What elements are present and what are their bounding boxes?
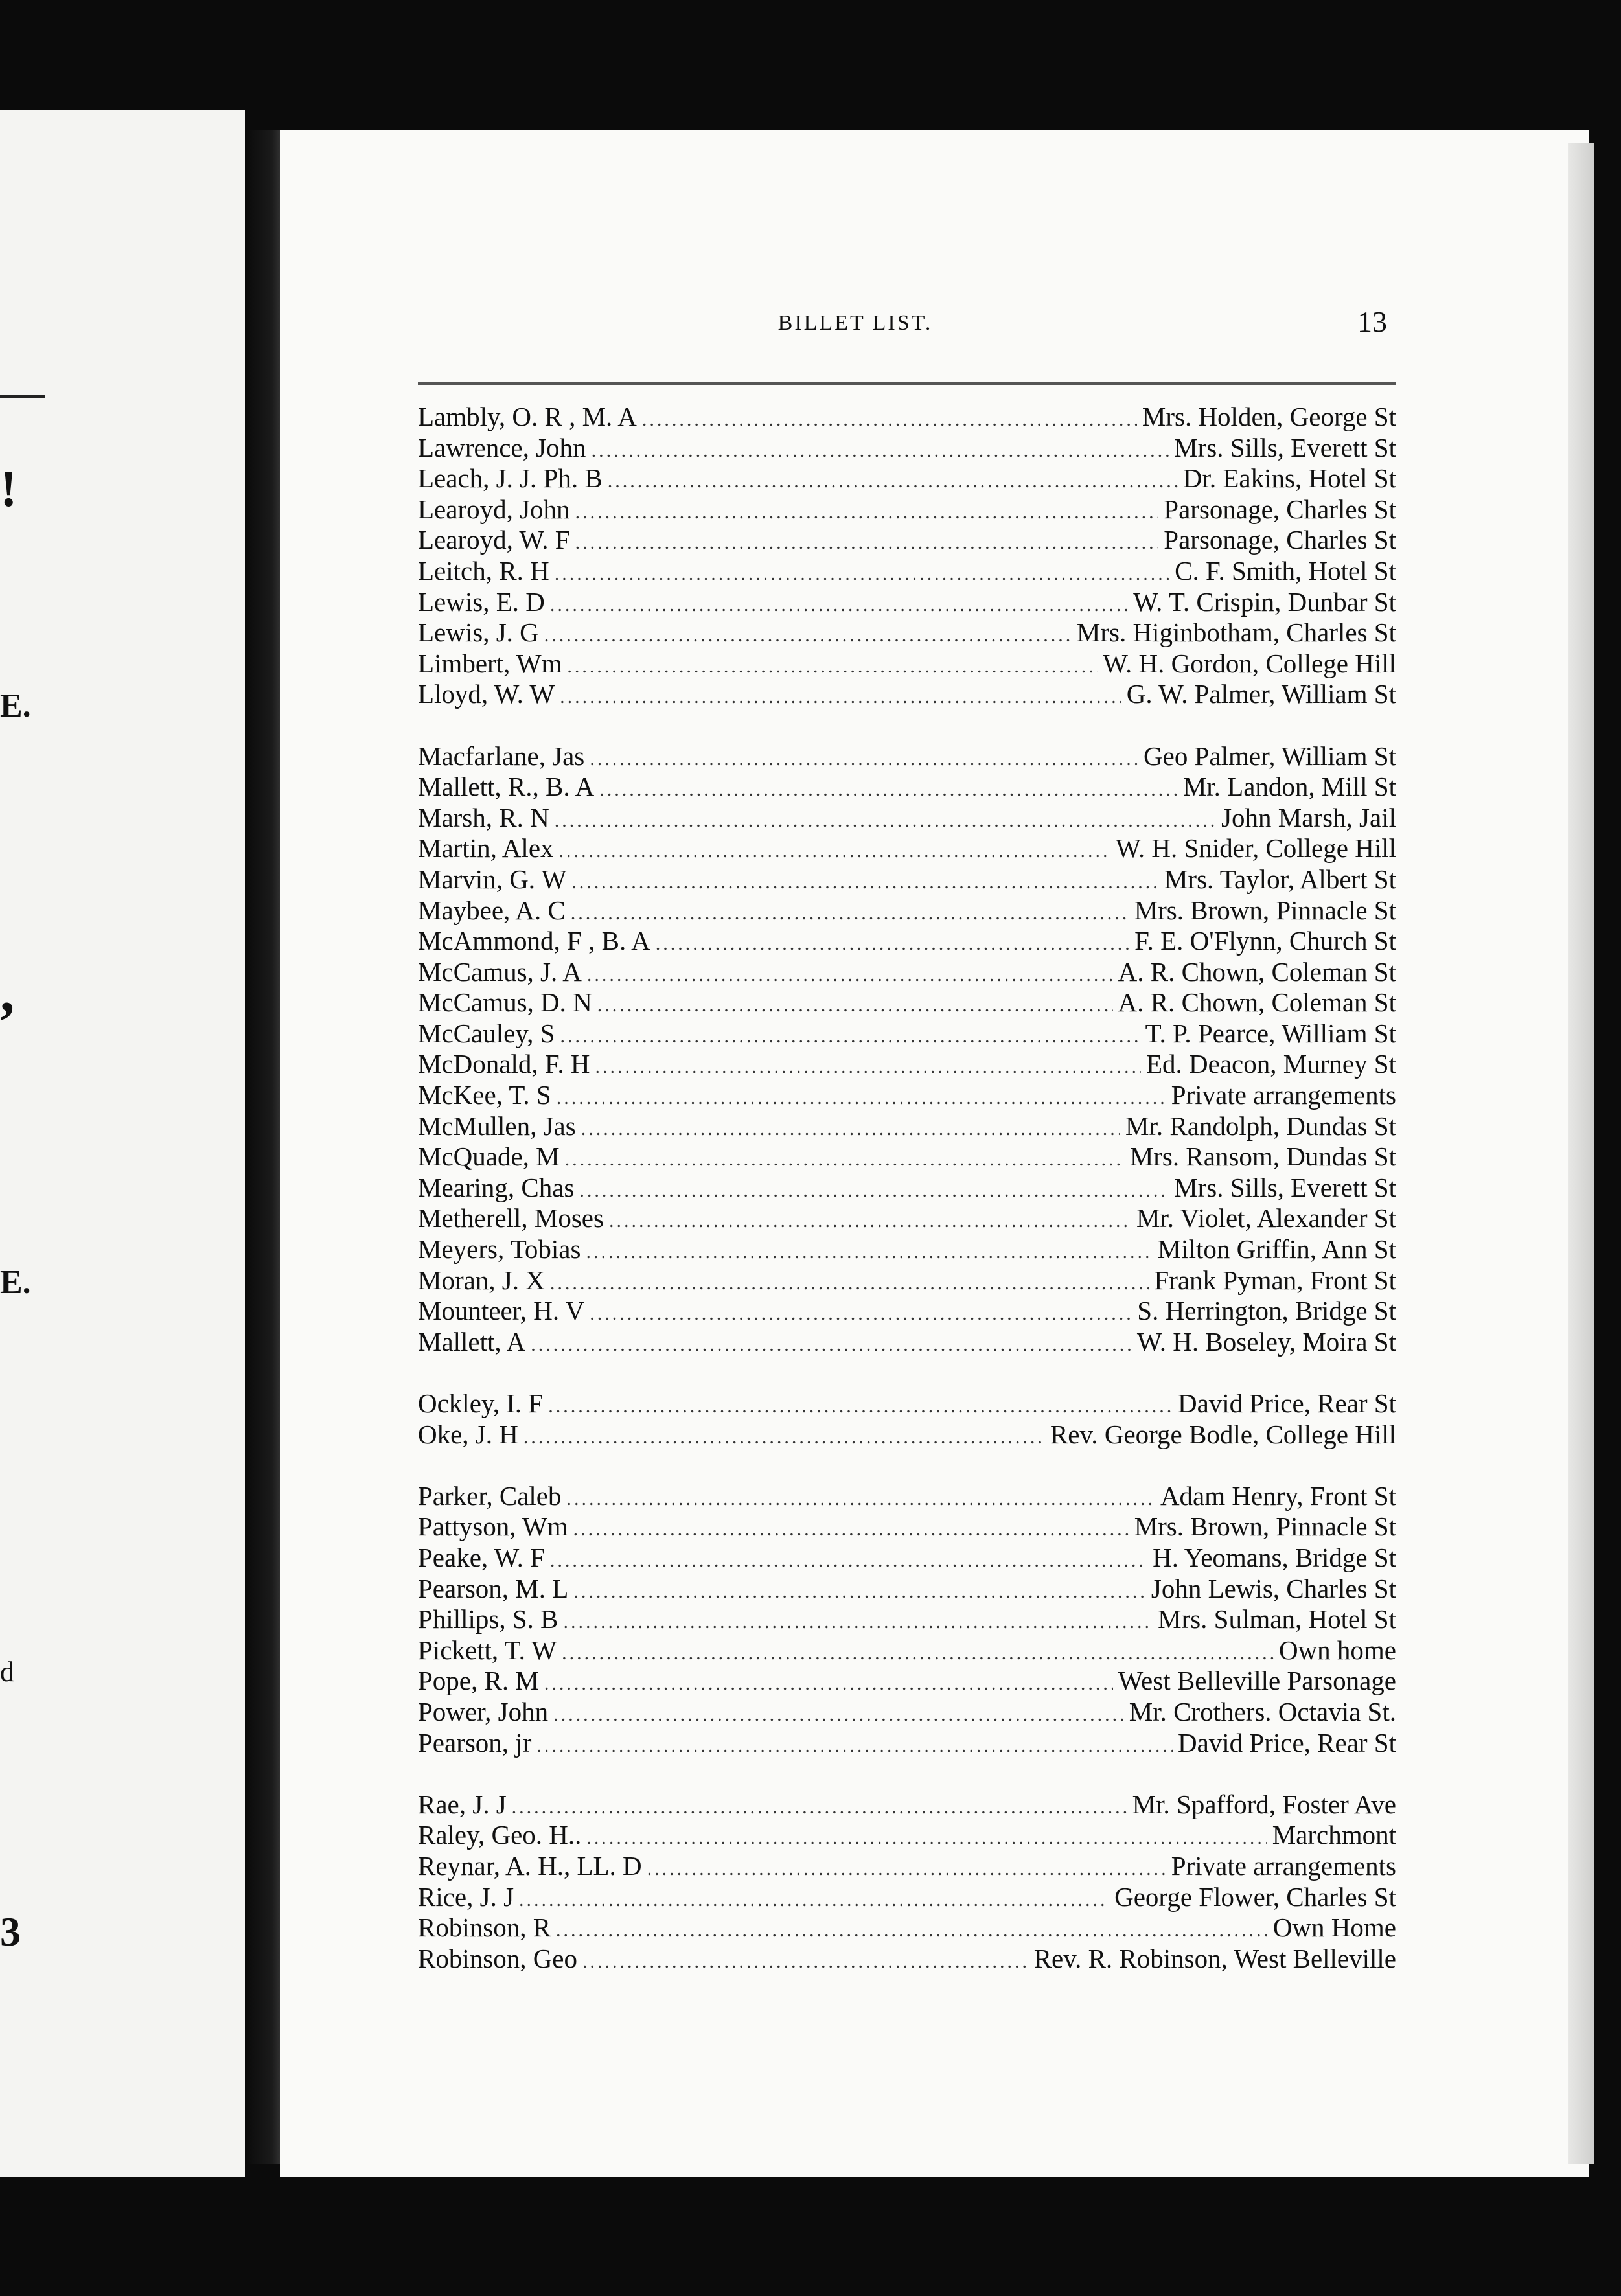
delegate-name: Limbert, Wm xyxy=(418,648,562,678)
running-head: BILLET LIST. xyxy=(777,311,933,335)
dot-leader xyxy=(599,774,1178,805)
host-address: West Belleville Parsonage xyxy=(1118,1666,1396,1696)
delegate-name: Moran, J. X xyxy=(418,1265,545,1295)
host-address: Mrs. Holden, George St xyxy=(1142,402,1396,431)
billet-entry xyxy=(418,1543,1396,1574)
host-address: Mrs. Higinbotham, Charles St xyxy=(1076,617,1396,648)
delegate-name: Marvin, G. W xyxy=(418,864,567,894)
dot-leader xyxy=(563,1607,1153,1638)
billet-entry xyxy=(418,1296,1396,1327)
dot-leader xyxy=(567,651,1098,682)
billet-entry xyxy=(418,1635,1396,1666)
delegate-name: Mallett, A xyxy=(418,1326,526,1357)
dot-leader xyxy=(609,1206,1131,1237)
delegate-name: McDonald, F. H xyxy=(418,1049,590,1079)
host-address: W. H. Gordon, College Hill xyxy=(1103,648,1396,678)
host-address: A. R. Chown, Coleman St xyxy=(1118,987,1396,1018)
billet-entry xyxy=(418,587,1396,618)
delegate-name: Peake, W. F xyxy=(418,1542,545,1572)
dot-leader xyxy=(597,990,1113,1021)
billet-entry xyxy=(418,833,1396,864)
facing-page-fragment: E. xyxy=(0,1264,31,1301)
dot-leader xyxy=(581,1114,1120,1145)
host-address: Mrs. Brown, Pinnacle St xyxy=(1134,1511,1396,1542)
dot-leader xyxy=(560,682,1121,713)
host-address: W. H. Boseley, Moira St xyxy=(1136,1326,1396,1357)
delegate-name: Learoyd, W. F xyxy=(418,525,570,555)
dot-leader xyxy=(590,744,1138,775)
billet-entry xyxy=(418,1080,1396,1111)
delegate-name: Leach, J. J. Ph. B xyxy=(418,463,603,494)
dot-leader xyxy=(592,435,1169,466)
delegate-name: McCamus, D. N xyxy=(418,987,592,1018)
host-address: W. T. Crispin, Dunbar St xyxy=(1133,586,1396,617)
dot-leader xyxy=(582,1946,1029,1977)
host-address: Mrs. Brown, Pinnacle St xyxy=(1134,895,1396,925)
host-address: Own home xyxy=(1278,1635,1396,1665)
host-address: David Price, Rear St xyxy=(1177,1727,1396,1758)
dot-leader xyxy=(579,1175,1169,1206)
billet-entry xyxy=(418,494,1396,525)
host-address: C. F. Smith, Hotel St xyxy=(1175,555,1396,586)
group-spacer xyxy=(418,710,1396,741)
delegate-name: Marsh, R. N xyxy=(418,802,549,832)
host-address: Private arrangements xyxy=(1171,1850,1396,1881)
delegate-name: Meyers, Tobias xyxy=(418,1234,581,1265)
billet-entry xyxy=(418,679,1396,710)
host-address: Parsonage, Charles St xyxy=(1164,494,1396,524)
billet-entry xyxy=(418,926,1396,957)
host-address: Mr. Crothers. Octavia St. xyxy=(1129,1696,1396,1727)
host-address: F. E. O'Flynn, Church St xyxy=(1134,926,1396,956)
host-address: Mr. Landon, Mill St xyxy=(1182,772,1396,802)
host-address: W. H. Snider, College Hill xyxy=(1115,833,1396,864)
group-spacer xyxy=(418,1758,1396,1789)
billet-entry xyxy=(418,1789,1396,1820)
delegate-name: Oke, J. H xyxy=(418,1419,518,1449)
dot-leader xyxy=(560,1021,1140,1052)
billet-entry xyxy=(418,556,1396,587)
delegate-name: Mallett, R., B. A xyxy=(418,772,595,802)
dot-leader xyxy=(647,1854,1166,1885)
billet-entry xyxy=(418,895,1396,926)
delegate-name: Lewis, J. G xyxy=(418,617,539,648)
billet-entry xyxy=(418,1666,1396,1697)
dot-leader xyxy=(512,1792,1127,1823)
billet-entry xyxy=(418,525,1396,556)
delegate-name: Rae, J. J xyxy=(418,1789,507,1819)
billet-entry xyxy=(418,1697,1396,1728)
host-address: Rev. R. Robinson, West Belleville xyxy=(1033,1943,1396,1973)
host-address: Mrs. Sills, Everett St xyxy=(1174,432,1396,463)
billet-entry xyxy=(418,1604,1396,1635)
delegate-name: Robinson, R xyxy=(418,1912,551,1943)
dot-leader xyxy=(550,590,1128,621)
host-address: Own Home xyxy=(1272,1912,1396,1943)
dot-leader xyxy=(555,805,1216,836)
billet-entry xyxy=(418,1851,1396,1882)
delegate-name: McCauley, S xyxy=(418,1018,555,1048)
host-address: S. Herrington, Bridge St xyxy=(1137,1296,1396,1326)
billet-entry xyxy=(418,1912,1396,1944)
delegate-name: Maybee, A. C xyxy=(418,895,566,925)
delegate-name: McKee, T. S xyxy=(418,1080,551,1110)
facing-page-fragment: ! xyxy=(0,461,17,518)
host-address: John Marsh, Jail xyxy=(1221,802,1396,832)
dot-leader xyxy=(523,1422,1045,1453)
host-address: Geo Palmer, William St xyxy=(1144,740,1396,771)
dot-leader xyxy=(559,836,1110,867)
delegate-name: McAmmond, F , B. A xyxy=(418,926,650,956)
host-address: G. W. Palmer, William St xyxy=(1126,679,1396,709)
billet-entry xyxy=(418,772,1396,803)
billet-entry xyxy=(418,433,1396,464)
dot-leader xyxy=(567,1484,1155,1515)
billet-entry xyxy=(418,1944,1396,1975)
dot-leader xyxy=(571,898,1129,929)
dot-leader xyxy=(557,1083,1166,1114)
dot-leader xyxy=(573,1576,1146,1607)
facing-page-fragment: d xyxy=(0,1656,14,1688)
host-address: Milton Griffin, Ann St xyxy=(1157,1234,1396,1265)
host-address: Parsonage, Charles St xyxy=(1164,525,1396,555)
delegate-name: Lambly, O. R , M. A xyxy=(418,402,637,431)
dot-leader xyxy=(556,1915,1268,1946)
dot-leader xyxy=(548,1391,1173,1422)
host-address: A. R. Chown, Coleman St xyxy=(1118,956,1396,987)
host-address: Marchmont xyxy=(1272,1820,1396,1850)
delegate-name: Mounteer, H. V xyxy=(418,1296,585,1326)
dot-leader xyxy=(531,1329,1132,1360)
dot-leader xyxy=(519,1885,1109,1916)
dot-leader xyxy=(575,527,1159,558)
billet-entry xyxy=(418,987,1396,1018)
host-address: John Lewis, Charles St xyxy=(1151,1573,1396,1603)
dot-leader xyxy=(544,1668,1113,1699)
delegate-name: Martin, Alex xyxy=(418,833,554,864)
billet-entry xyxy=(418,1511,1396,1543)
dot-leader xyxy=(586,1822,1267,1854)
dot-leader xyxy=(608,466,1178,497)
delegate-name: Lewis, E. D xyxy=(418,586,545,617)
dot-leader xyxy=(571,867,1159,898)
dot-leader xyxy=(573,1514,1129,1545)
host-address: Rev. George Bodle, College Hill xyxy=(1050,1419,1396,1449)
facing-page-fragment: E. xyxy=(0,687,31,724)
delegate-name: Robinson, Geo xyxy=(418,1943,577,1973)
billet-entry xyxy=(418,402,1396,433)
delegate-name: Learoyd, John xyxy=(418,494,570,524)
dot-leader xyxy=(550,1545,1147,1576)
billet-entry xyxy=(418,1481,1396,1512)
facing-page xyxy=(0,110,245,2177)
billet-entry xyxy=(418,1574,1396,1605)
header-rule xyxy=(418,382,1396,385)
delegate-name: Leitch, R. H xyxy=(418,555,549,586)
delegate-name: Raley, Geo. H.. xyxy=(418,1820,582,1850)
dot-leader xyxy=(595,1051,1141,1083)
billet-entry xyxy=(418,617,1396,649)
dot-leader xyxy=(536,1730,1173,1762)
delegate-name: Pattyson, Wm xyxy=(418,1511,568,1542)
billet-entry xyxy=(418,1265,1396,1296)
dot-leader xyxy=(590,1298,1132,1329)
billet-entry xyxy=(418,463,1396,494)
billet-entry xyxy=(418,1203,1396,1234)
dot-leader xyxy=(555,558,1169,590)
facing-page-rule xyxy=(0,395,45,398)
billet-entry xyxy=(418,1142,1396,1173)
billet-entry xyxy=(418,1820,1396,1851)
book-gutter xyxy=(245,130,284,2164)
delegate-name: Macfarlane, Jas xyxy=(418,740,585,771)
billet-entry xyxy=(418,1419,1396,1451)
delegate-name: Lloyd, W. W xyxy=(418,679,555,709)
billet-entry xyxy=(418,741,1396,772)
host-address: Mrs. Sills, Everett St xyxy=(1174,1172,1396,1202)
delegate-name: Lawrence, John xyxy=(418,432,586,463)
delegate-name: Ockley, I. F xyxy=(418,1388,544,1418)
dot-leader xyxy=(565,1144,1125,1175)
host-address: Mrs. Ransom, Dundas St xyxy=(1129,1142,1396,1172)
facing-page-fragment: , xyxy=(0,960,15,1024)
host-address: George Flower, Charles St xyxy=(1114,1881,1396,1912)
billet-entry xyxy=(418,1388,1396,1419)
dot-leader xyxy=(642,404,1137,435)
billet-entry xyxy=(418,649,1396,680)
host-address: Mr. Violet, Alexander St xyxy=(1136,1203,1396,1234)
delegate-name: Parker, Caleb xyxy=(418,1480,562,1511)
delegate-name: Reynar, A. H., LL. D xyxy=(418,1850,642,1881)
delegate-name: Phillips, S. B xyxy=(418,1604,558,1635)
dot-leader xyxy=(544,620,1072,651)
billet-list xyxy=(418,402,1396,1974)
billet-entry xyxy=(418,1234,1396,1265)
dot-leader xyxy=(586,1237,1152,1268)
host-address: Ed. Deacon, Murney St xyxy=(1146,1049,1396,1079)
host-address: Mr. Spafford, Foster Ave xyxy=(1132,1789,1396,1819)
dot-leader xyxy=(553,1699,1124,1730)
page-edge xyxy=(1568,143,1594,2164)
host-address: Dr. Eakins, Hotel St xyxy=(1182,463,1396,494)
host-address: David Price, Rear St xyxy=(1177,1388,1396,1418)
billet-entry xyxy=(418,1173,1396,1204)
billet-entry xyxy=(418,1882,1396,1913)
billet-entry xyxy=(418,1049,1396,1080)
billet-entry xyxy=(418,803,1396,834)
page-number: 13 xyxy=(1357,305,1387,338)
delegate-name: Power, John xyxy=(418,1696,549,1727)
dot-leader xyxy=(587,959,1113,991)
delegate-name: Pickett, T. W xyxy=(418,1635,557,1665)
host-address: Frank Pyman, Front St xyxy=(1154,1265,1396,1295)
dot-leader xyxy=(550,1268,1149,1299)
billet-entry xyxy=(418,1327,1396,1358)
billet-entry xyxy=(418,1111,1396,1142)
delegate-name: Pearson, jr xyxy=(418,1727,532,1758)
delegate-name: Pope, R. M xyxy=(418,1666,539,1696)
billet-entry xyxy=(418,1728,1396,1759)
delegate-name: Metherell, Moses xyxy=(418,1203,604,1234)
delegate-name: Rice, J. J xyxy=(418,1881,514,1912)
host-address: H. Yeomans, Bridge St xyxy=(1153,1542,1396,1572)
billet-entry xyxy=(418,864,1396,895)
dot-leader xyxy=(575,497,1159,528)
delegate-name: McMullen, Jas xyxy=(418,1110,576,1141)
facing-page-fragment: 3 xyxy=(0,1909,21,1955)
delegate-name: Pearson, M. L xyxy=(418,1573,569,1603)
group-spacer xyxy=(418,1450,1396,1481)
host-address: T. P. Pearce, William St xyxy=(1145,1018,1396,1048)
billet-entry xyxy=(418,1018,1396,1050)
delegate-name: McQuade, M xyxy=(418,1142,560,1172)
delegate-name: Mearing, Chas xyxy=(418,1172,575,1202)
host-address: Adam Henry, Front St xyxy=(1160,1480,1396,1511)
host-address: Mrs. Sulman, Hotel St xyxy=(1158,1604,1396,1635)
host-address: Mr. Randolph, Dundas St xyxy=(1125,1110,1396,1141)
group-spacer xyxy=(418,1357,1396,1388)
billet-entry xyxy=(418,957,1396,988)
host-address: Private arrangements xyxy=(1171,1080,1396,1110)
dot-leader xyxy=(562,1638,1274,1669)
delegate-name: McCamus, J. A xyxy=(418,956,582,987)
host-address: Mrs. Taylor, Albert St xyxy=(1164,864,1396,894)
dot-leader xyxy=(656,928,1129,959)
